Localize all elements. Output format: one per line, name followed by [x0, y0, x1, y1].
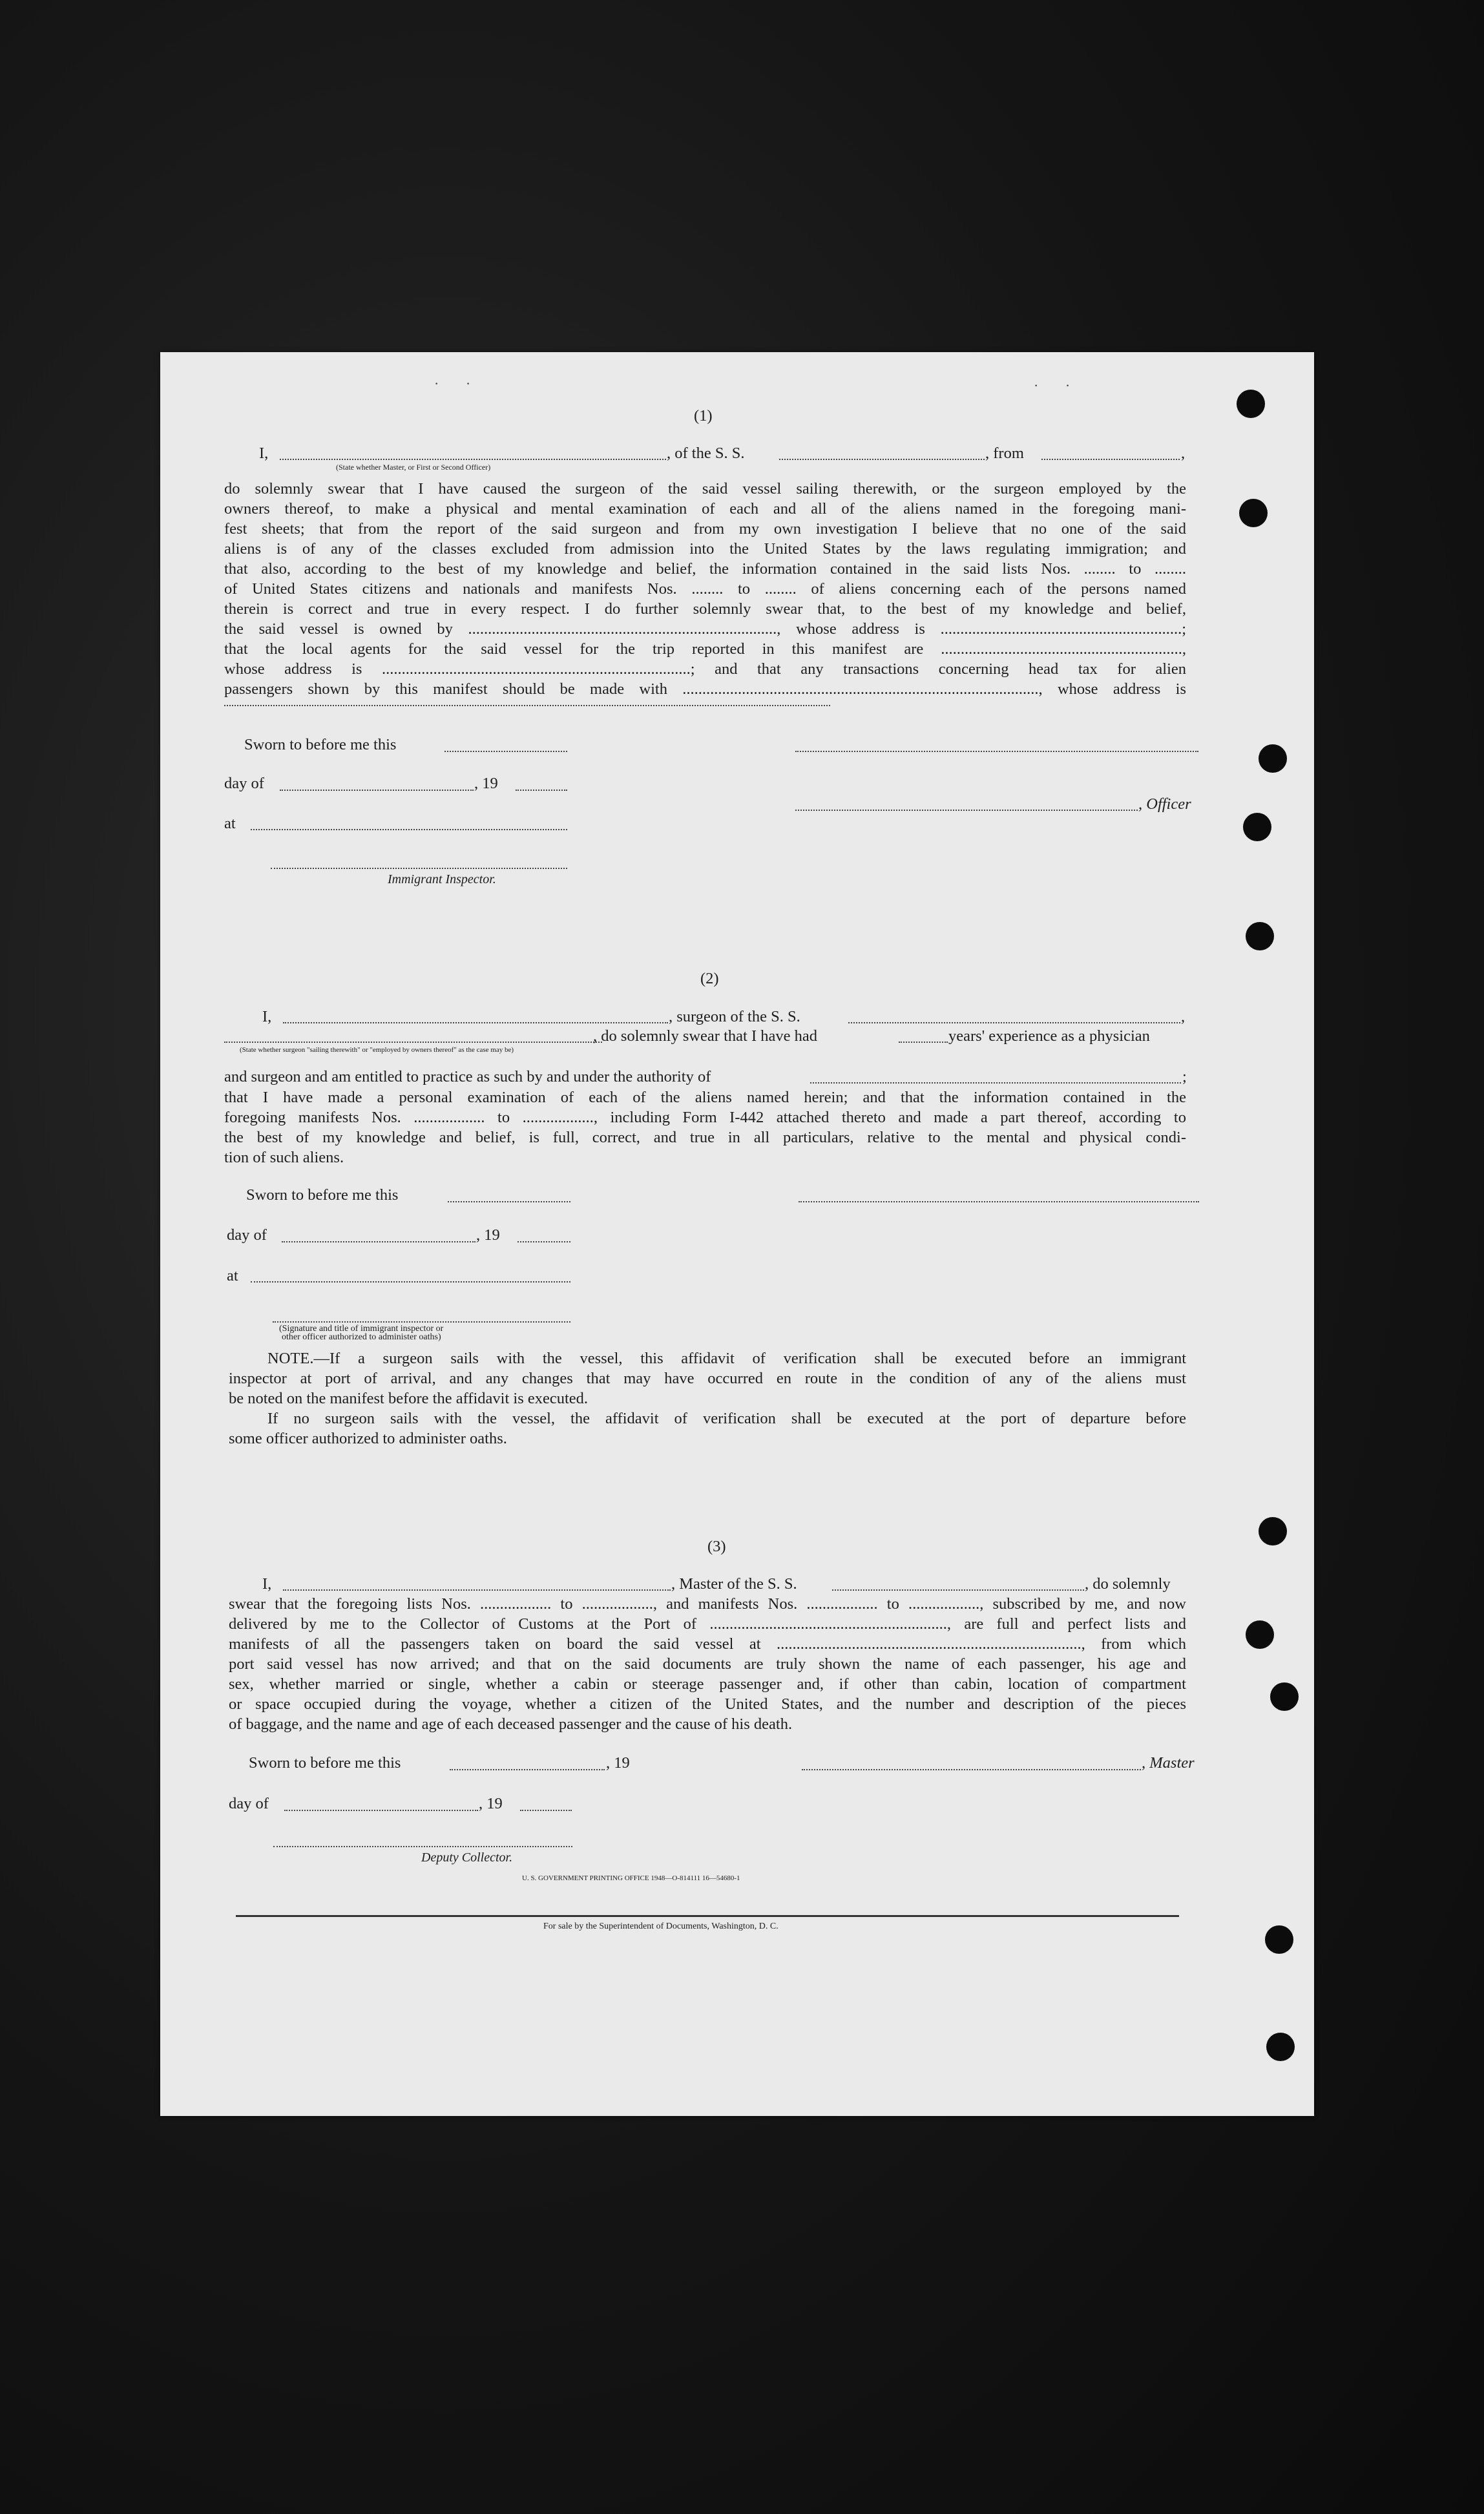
- punch-hole: [1259, 1517, 1287, 1545]
- punch-hole: [1246, 922, 1274, 950]
- punch-hole: [1243, 813, 1271, 841]
- s3-line: port said vessel has now arrived; and that on the said documents are truly shown the name of each passenger, his age and: [229, 1655, 1186, 1673]
- s2-surgeon-signature-line[interactable]: [799, 1201, 1199, 1202]
- s1-line: that the local agents for the said vessel for the trip reported in this manifest are .............................................................,: [224, 640, 1186, 658]
- punch-hole: [1239, 499, 1268, 527]
- s2-status-field[interactable]: [224, 1042, 602, 1043]
- s3-deputy-signature-line[interactable]: [273, 1846, 572, 1847]
- section-2-number: (2): [700, 970, 719, 987]
- s3-year-label-2: , 19: [479, 1795, 503, 1812]
- section-3-number: (3): [707, 1538, 726, 1555]
- s1-officer-name-field[interactable]: [280, 459, 666, 460]
- s1-line: aliens is of any of the classes excluded from admission into the United States by the laws regulating immigration; and: [224, 540, 1186, 558]
- punch-hole: [1237, 390, 1265, 418]
- s2-sworn-field[interactable]: [448, 1201, 570, 1202]
- s1-state-hint: (State whether Master, or First or Second Officer): [336, 463, 491, 472]
- s2-note-line: inspector at port of arrival, and any changes that may have occurred en route in the condition of any of the aliens must: [229, 1370, 1186, 1387]
- s3-day-field[interactable]: [284, 1810, 478, 1811]
- s1-from-label: , from: [985, 445, 1024, 462]
- footer-rule: [236, 1915, 1179, 1917]
- form-page: [160, 352, 1314, 2116]
- s1-line: of United States citizens and nationals and manifests Nos. ........ to ........ of aliens concerning each of the persons named: [224, 580, 1186, 598]
- s1-vessel-field[interactable]: [779, 459, 985, 460]
- sale-notice: For sale by the Superintendent of Documents, Washington, D. C.: [543, 1922, 779, 1931]
- s3-master-name-field[interactable]: [283, 1589, 671, 1591]
- s2-line: foregoing manifests Nos. .................. to .................., including Form I-442 attached thereto and made a part thereof, according to: [224, 1109, 1186, 1126]
- gpo-imprint: U. S. GOVERNMENT PRINTING OFFICE 1948—O-814111 16—54680-1: [522, 1874, 740, 1882]
- s1-day-field[interactable]: [280, 790, 474, 791]
- s2-year-label: , 19: [476, 1226, 500, 1244]
- s3-do-solemnly-label: , do solemnly: [1085, 1575, 1171, 1593]
- s2-sworn-label: Sworn to before me this: [246, 1186, 399, 1204]
- s3-master-of-label: , Master of the S. S.: [671, 1575, 797, 1593]
- punch-hole: [1259, 744, 1287, 773]
- s3-oath-paragraph: [229, 1594, 1186, 1734]
- s1-year-label: , 19: [474, 775, 498, 792]
- s2-note-line: NOTE.—If a surgeon sails with the vessel, this affidavit of verification shall be executed before an immigrant: [267, 1350, 1186, 1367]
- s1-at-field[interactable]: [251, 829, 567, 830]
- s1-officer-title-line[interactable]: [795, 810, 1138, 811]
- section-1-number: (1): [694, 407, 713, 424]
- s2-note2-line: If no surgeon sails with the vessel, the affidavit of verification shall be executed at the port of departure before: [267, 1410, 1186, 1427]
- s2-surgeon-of-label: , surgeon of the S. S.: [669, 1008, 800, 1025]
- s2-line: the best of my knowledge and belief, is full, correct, and true in all particulars, relative to the mental and physical condi-: [224, 1129, 1186, 1146]
- s1-line: fest sheets; that from the report of the said surgeon and from my own investigation I believe that no one of the said: [224, 520, 1186, 538]
- s2-vessel-field[interactable]: [848, 1022, 1180, 1023]
- s2-line: tion of such aliens.: [224, 1149, 344, 1166]
- s3-line: delivered by me to the Collector of Customs at the Port of ............................................................, are full and perfect lists and: [229, 1615, 1186, 1633]
- s1-inspector-label: Immigrant Inspector.: [388, 872, 496, 886]
- s1-i-label: I,: [259, 445, 269, 462]
- s2-semicolon: ;: [1182, 1068, 1187, 1085]
- scan-specks: · ·: [1034, 377, 1082, 393]
- s2-note2-line: some officer authorized to administer oaths.: [229, 1430, 507, 1447]
- s2-signature-hint-2: other officer authorized to administer oaths): [282, 1332, 441, 1342]
- s1-officer-label: , Officer: [1138, 795, 1191, 813]
- s1-line: the said vessel is owned by .............................................................................., whose address is .............................................................;: [224, 620, 1186, 638]
- s3-line: or space occupied during the voyage, whether a citizen of the United States, and the number and description of the pieces: [229, 1695, 1186, 1713]
- s1-day-of-label: day of: [224, 775, 264, 792]
- s1-line: passengers shown by this manifest should be made with .........................................................................................., whose address is: [224, 680, 1186, 698]
- s2-oath-paragraph: [224, 1087, 1186, 1168]
- scan-specks: · ·: [434, 375, 483, 392]
- s1-line: that also, according to the best of my knowledge and belief, the information contained in the said lists Nos. ........ to ........: [224, 560, 1186, 578]
- s1-at-label: at: [224, 815, 236, 832]
- s2-note2-paragraph: [229, 1409, 1186, 1449]
- s2-surgeon-name-field[interactable]: [283, 1022, 668, 1023]
- s1-sworn-field[interactable]: [444, 751, 567, 752]
- s2-swear-label: , do solemnly swear that I have had: [593, 1027, 817, 1045]
- s1-oath-paragraph: [224, 479, 1186, 699]
- s3-i-label: I,: [262, 1575, 272, 1593]
- s2-comma: ,: [1181, 1008, 1186, 1025]
- s3-year-field[interactable]: [520, 1810, 572, 1811]
- s2-signature-hint-1: (Signature and title of immigrant inspector or: [279, 1324, 444, 1334]
- s3-sworn-field[interactable]: [450, 1769, 605, 1770]
- s1-inspector-signature-line[interactable]: [271, 868, 567, 869]
- s3-year-label: , 19: [606, 1754, 630, 1772]
- punch-hole: [1266, 2033, 1295, 2061]
- s2-years-field[interactable]: [899, 1042, 948, 1043]
- s1-year-field[interactable]: [516, 790, 567, 791]
- s1-line: whose address is ..............................................................................; and that any transactions concerning head tax for alien: [224, 660, 1186, 678]
- punch-hole: [1270, 1682, 1299, 1711]
- s2-years-label: years' experience as a physician: [948, 1027, 1150, 1045]
- s1-comma: ,: [1181, 445, 1186, 462]
- s1-sworn-label: Sworn to before me this: [244, 736, 397, 753]
- s3-master-label: , Master: [1142, 1754, 1195, 1772]
- s3-day-of-label: day of: [229, 1795, 269, 1812]
- s2-day-of-label: day of: [227, 1226, 267, 1244]
- punch-hole: [1246, 1620, 1274, 1649]
- s1-from-field[interactable]: [1041, 459, 1180, 460]
- s2-note-line: be noted on the manifest before the affidavit is executed.: [229, 1390, 589, 1407]
- s2-signature-line[interactable]: [273, 1321, 570, 1323]
- s1-of-ss-label: , of the S. S.: [667, 445, 745, 462]
- s2-year-field[interactable]: [517, 1241, 570, 1242]
- s2-state-hint: (State whether surgeon "sailing therewith" or "employed by owners thereof" as the case may be): [240, 1046, 514, 1054]
- s3-line: manifests of all the passengers taken on board the said vessel at ............................................................................., from which: [229, 1635, 1186, 1653]
- s1-line: therein is correct and true in every respect. I do further solemnly swear that, to the best of my knowledge and belief,: [224, 600, 1186, 618]
- s2-i-label: I,: [262, 1008, 272, 1025]
- s2-line: that I have made a personal examination of each of the aliens named herein; and that the information contained in the: [224, 1089, 1186, 1106]
- s1-agent-address-field[interactable]: [224, 705, 830, 706]
- punch-hole: [1265, 1925, 1293, 1954]
- s3-line: sex, whether married or single, whether a cabin or steerage passenger and, if other than cabin, location of compartment: [229, 1675, 1186, 1693]
- s3-master-signature-line[interactable]: [802, 1769, 1141, 1770]
- s2-authority-field[interactable]: [810, 1082, 1181, 1084]
- s1-line: owners thereof, to make a physical and mental examination of each and all of the aliens named in the foregoing mani-: [224, 500, 1186, 518]
- s2-at-field[interactable]: [251, 1281, 570, 1283]
- s3-deputy-label: Deputy Collector.: [421, 1850, 513, 1865]
- s3-sworn-label: Sworn to before me this: [249, 1754, 401, 1772]
- s2-authority-label: and surgeon and am entitled to practice as such by and under the authority of: [224, 1068, 711, 1085]
- s2-note-paragraph: [229, 1348, 1186, 1409]
- s2-day-field[interactable]: [282, 1241, 476, 1242]
- s1-officer-signature-line[interactable]: [795, 751, 1198, 752]
- s3-vessel-field[interactable]: [832, 1589, 1084, 1591]
- s3-line: of baggage, and the name and age of each deceased passenger and the cause of his death.: [229, 1715, 793, 1733]
- s3-line: swear that the foregoing lists Nos. .................. to .................., and manifests Nos. .................. to .................., subscribed by me, and now: [229, 1595, 1186, 1613]
- s2-at-label: at: [227, 1267, 238, 1284]
- s1-line: do solemnly swear that I have caused the surgeon of the said vessel sailing therewith, or the surgeon employed by the: [224, 480, 1186, 498]
